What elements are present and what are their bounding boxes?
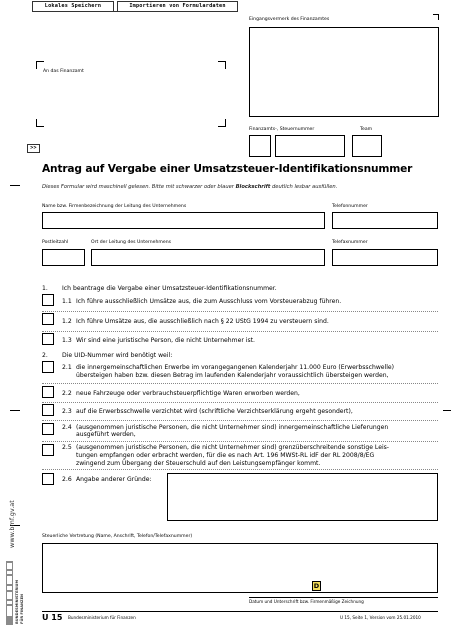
form-title: Antrag auf Vergabe einer Umsatzsteuer-Identifikationsnummer <box>42 163 413 175</box>
fax-label: Telefaxnummer <box>332 240 368 245</box>
item-text-2-6: Angabe anderer Gründe: <box>76 476 152 483</box>
section-2-heading: Die UID-Nummer wird benötigt weil: <box>62 352 173 359</box>
item-number: 2.5 <box>62 444 72 451</box>
representation-label: Steuerliche Vertretung (Name, Anschrift, Telefon/Telefaxnummer) <box>42 534 193 539</box>
form-instructions: Dieses Formular wird maschinell gelesen. Bitte mit schwarzer oder blauer Blockschrift deutlich lesbar ausfüllen. <box>42 184 338 190</box>
fax-field[interactable] <box>332 249 438 266</box>
signature-line <box>249 597 438 598</box>
fold-mark-right <box>443 410 451 411</box>
representation-field[interactable] <box>42 543 438 593</box>
separator <box>42 331 438 332</box>
item-text-2-5-line-3: zwingend zum Übergang der Steuerschuld auf den Leistungsempfänger kommt. <box>76 460 321 467</box>
tax-office-number-field[interactable] <box>249 135 271 157</box>
version-footer: U 15, Seite 1, Version vom 25.01.2010 <box>340 615 421 620</box>
item-text-2-1-line-1: die innergemeinschaftlichen Erwerbe im vorangegangenen Kalenderjahr 11.000 Euro (Erwerbsschwelle) <box>76 364 395 371</box>
separator <box>42 383 438 384</box>
item-text-1-2: Ich führe Umsätze aus, die ausschließlich nach § 22 UStG 1994 zu versteuern sind. <box>76 318 329 325</box>
address-window-corner-tr <box>218 61 226 69</box>
fold-mark-middle <box>10 410 20 411</box>
section-2-number: 2. <box>42 352 48 359</box>
separator <box>42 402 438 403</box>
checkbox-1-3[interactable] <box>42 333 54 345</box>
team-label: Team <box>360 127 373 132</box>
receipt-stamp-box <box>249 27 439 117</box>
checkbox-1-2[interactable] <box>42 313 54 325</box>
checkbox-1-1[interactable] <box>42 294 54 306</box>
ministry-side-line-2: FÜR FINANZEN <box>20 593 24 624</box>
receipt-stamp-label: Eingangsvermerk des Finanzamtes <box>249 17 330 22</box>
phone-label: Telefonnummer <box>332 204 368 209</box>
phone-field[interactable] <box>332 212 438 229</box>
address-window-corner-br <box>218 119 226 127</box>
item-number: 2.4 <box>62 424 72 431</box>
checkbox-2-6[interactable] <box>42 473 54 485</box>
ministry-side-line-1: BUNDESMINISTERIUM <box>15 579 19 624</box>
item-text-2-5-line-1: (ausgenommen juristische Personen, die nicht Unternehmer sind) grenzüberschreitende sonstige Leis- <box>76 444 390 451</box>
checkbox-2-1[interactable] <box>42 361 54 373</box>
form-code: U 15 <box>42 613 63 622</box>
item-number: 1.2 <box>62 318 72 325</box>
item-number: 2.6 <box>62 476 72 483</box>
separator <box>42 441 438 442</box>
item-text-2-4-line-1: (ausgenommen juristische Personen, die nicht Unternehmer sind) innergemeinschaftliche Lieferungen <box>76 424 389 431</box>
address-window-corner-bl <box>36 119 44 127</box>
item-number: 1.1 <box>62 298 72 305</box>
item-number: 2.1 <box>62 364 72 371</box>
save-locally-button[interactable]: Lokales Speichern <box>32 1 114 12</box>
company-name-field[interactable] <box>42 212 325 229</box>
item-text-2-3: auf die Erwerbsschwelle verzichtet wird (schriftliche Verzichtserklärung ergeht gesondert), <box>76 408 353 415</box>
item-text-2-2: neue Fahrzeuge oder verbrauchsteuerpflichtige Waren erworben werden, <box>76 390 300 397</box>
website-link[interactable]: www.bmf.gv.at <box>8 500 16 548</box>
city-field[interactable] <box>91 249 325 266</box>
next-page-button[interactable]: >> <box>27 144 40 153</box>
ministry-footer: Bundesministerium für Finanzen <box>68 615 136 620</box>
other-reasons-field[interactable] <box>167 473 438 521</box>
address-window-corner-tl <box>36 61 44 69</box>
item-text-1-1: Ich führe ausschließlich Umsätze aus, die zum Ausschluss vom Vorsteuerabzug führen. <box>76 298 342 305</box>
section-1-heading: Ich beantrage die Vergabe einer Umsatzsteuer-Identifikationsnummer. <box>62 285 277 292</box>
postcode-label: Postleitzahl <box>42 240 69 245</box>
item-number: 1.3 <box>62 337 72 344</box>
team-field[interactable] <box>352 135 382 157</box>
section-1-number: 1. <box>42 285 48 292</box>
recipient-label: An das Finanzamt <box>43 69 84 74</box>
fold-mark-top <box>10 185 20 186</box>
ministry-logo <box>5 561 27 625</box>
item-number: 2.3 <box>62 408 72 415</box>
item-text-1-3: Wir sind eine juristische Person, die nicht Unternehmer ist. <box>76 337 255 344</box>
city-label: Ort der Leitung des Unternehmens <box>91 240 171 245</box>
item-text-2-1-line-2: übersteigen haben bzw. diesen Betrag im laufenden Kalenderjahr voraussichtlich übersteigen werden, <box>76 372 389 379</box>
checkbox-2-3[interactable] <box>42 404 54 416</box>
import-form-data-button[interactable]: Importieren von Formulardaten <box>117 1 238 12</box>
checkbox-2-2[interactable] <box>42 386 54 398</box>
item-text-2-5-line-2: tungen empfangen oder erbracht werden, für die es nach Art. 196 MWSt-RL idF der RL 2008/8/EG <box>76 452 375 459</box>
item-text-2-4-line-2: ausgeführt werden, <box>76 431 136 438</box>
tax-number-label: Finanzamts-, Steuernummer <box>249 127 315 132</box>
tax-number-field[interactable] <box>275 135 345 157</box>
footer-rule <box>42 611 438 612</box>
receipt-corner-mark <box>433 14 439 20</box>
separator <box>42 311 438 312</box>
checkbox-2-5[interactable] <box>42 444 54 456</box>
checkbox-2-4[interactable] <box>42 423 54 435</box>
signature-label: Datum und Unterschrift bzw. Firmenmäßige Zeichnung <box>249 599 364 604</box>
item-number: 2.2 <box>62 390 72 397</box>
company-name-label: Name bzw. Firmenbezeichnung der Leitung des Unternehmens <box>42 204 187 209</box>
separator <box>42 420 438 421</box>
postcode-field[interactable] <box>42 249 85 266</box>
separator <box>42 469 438 470</box>
form-instructions-emphasis: Blockschrift <box>235 184 271 190</box>
form-identifier-d: D <box>313 582 320 590</box>
